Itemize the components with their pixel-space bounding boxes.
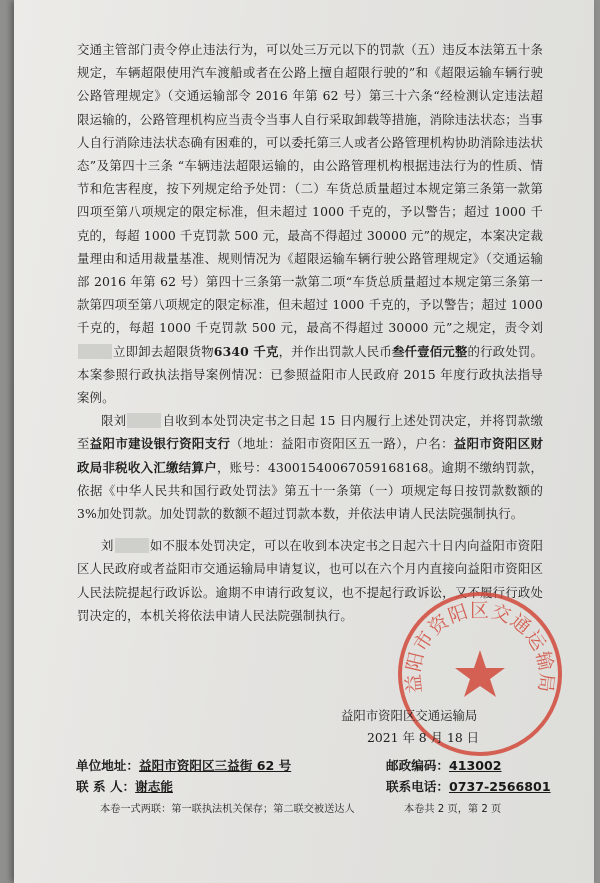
document-page [14,0,594,883]
footer-phone: 联系电话：0737-2566801 [386,779,551,794]
paragraph-penalty-basis: 交通主管部门责令停止违法行为，可以处三万元以下的罚款（五）违反本法第五十条规定，车辆超限使用汽车渡船或者在公路上擅自超限行驶的”和《超限运输车辆行驶公路管理规定》（交通运输部令 2016 年第 62 号）第三十六条“经检测认定违法超限运输的，公路管理机构应当责令当事人自行采取卸载等措施，消除违法状态；当事人自行消除违法状态确有困难的，可以委托第三人或者公路管理机构协助消除违法状态”及第四十三条 “车辆违法超限运输的，由公路管理机构根据违法行为的性质、情节和危害程度，按下列规定给予处罚：（二）车货总质量超过本规定第三条第一款第四项至第八项规定的限定标准，但未超过 1000 千克的，予以警告；超过 1000 千克的，每超 1000 千克罚款 500 元，最高不得超过 30000 元”的规定，本案决定裁量理由和适用裁量基准、规则情况为《超限运输车辆行驶公路管理规定》（交通运输部 2016 年第 62 号）第四十三条第一款第二项“车货总质量超过本规定第三条第一款第四项至第八项规定的限定标准，但未超过 1000 千克的，予以警告；超过 1000 千克的，每超 1000 千克罚款 500 元，最高不得超过 30000 元”之规定，责令刘立即卸去超限货物6340 千克，并作出罚款人民币叁仟壹佰元整的行政处罚。本案参照行政执法指导案例情况：已参照益阳市人民政府 2015 年度行政执法指导案例。 [77,42,544,406]
redaction-block [78,344,112,359]
footer-contact: 联 系 人：谢志能 [76,779,173,794]
footer-postcode: 邮政编码：413002 [386,758,502,773]
paragraph-payment-instructions: 限刘 自收到本处罚决定书之日起 15 日内履行上述处罚决定，并将罚款缴至益阳市建设银行资阳支行（地址：益阳市资阳区五一路），户名：益阳市资阳区财政局非税收入汇缴结算户，账号：43001540067059168168。逾期不缴纳罚款，依据《中华人民共和国行政处罚法》第五十一条第（一）项规定每日按罚款数额的 3%加处罚款。加处罚款的数额不超过罚款本数，并依法申请人民法院强制执行。 [77,413,544,522]
redaction-block [127,413,161,428]
redaction-block [115,538,149,553]
issue-date: 2021 年 8 月 18 日 [367,730,480,745]
document-body [77,38,543,627]
footnote-copies: 本卷一式两联：第一联执法机关保存；第二联交被送达人 [100,804,355,815]
footer-address: 单位地址：益阳市资阳区三益街 62 号 [76,758,292,773]
paragraph-appeal-rights: 刘 如不服本处罚决定，可以在收到本决定书之日起六十日内向益阳市资阳区人民政府或者益阳市交通运输局申请复议，也可以在六个月内直接向益阳市资阳区人民法院提起行政诉讼。逾期不申请行政复议，也不提起行政诉讼，又不履行行政处罚决定的，本机关将依法申请人民法院强制执行。 [77,538,543,623]
footnote-page-count: 本卷共 2 页，第 2 页 [404,804,502,815]
issuing-authority: 益阳市资阳区交通运输局 [341,708,478,723]
svg-text:益阳市资阳区交通运输局: 益阳市资阳区交通运输局 [402,599,558,695]
